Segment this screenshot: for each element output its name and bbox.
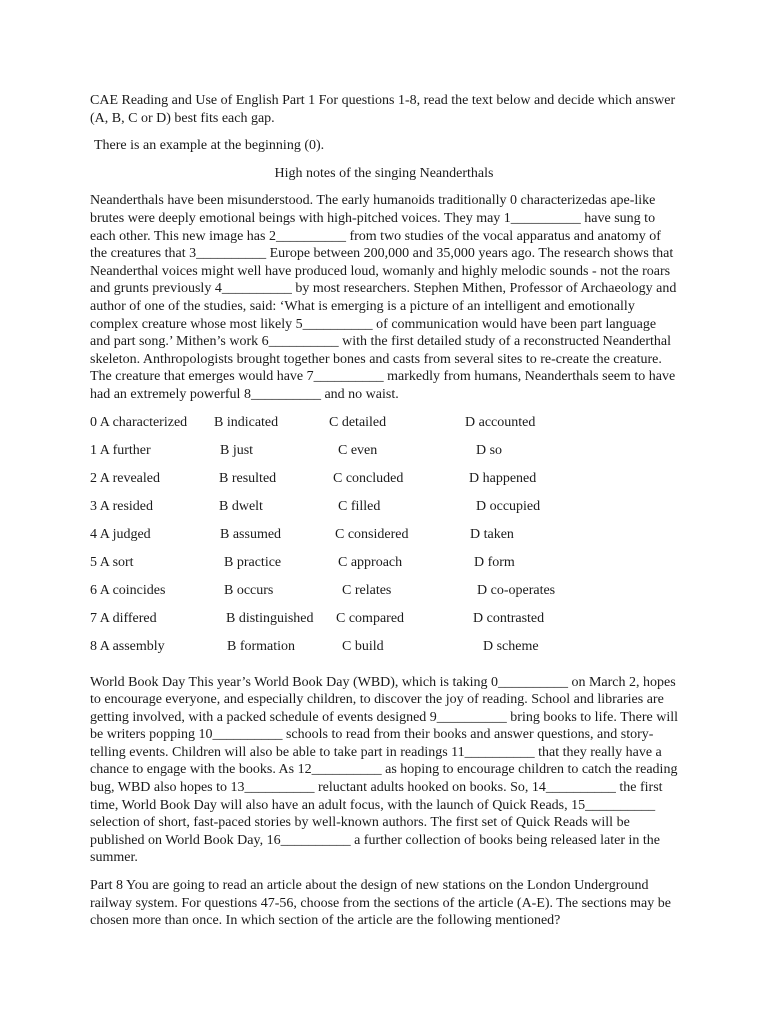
passage-neanderthals: Neanderthals have been misunderstood. The early humanoids traditionally 0 characterizedas ape-like brutes were deeply emotional beings with high-pitched voices. They may 1__________ have sung to each other. This new image has 2__________ from two studies of the vocal apparatus and anatomy of the creatures that 3__________ Europe between 200,000 and 35,000 years ago. The research shows that Neanderthal voices might well have produced loud, womanly and highly melodic sounds - not the roars and grunts previously 4__________ by most researchers. Stephen Mithen, Professor of Archaeology and author of one of the studies, said: ‘What is emerging is a picture of an intelligent and emotionally complex creature whose most likely 5__________ of communication would have been part language and part song.’ Mithen’s work 6__________ with the first detailed study of a reconstructed Neanderthal skeleton. Anthropologists brought together bones and casts from several sites to re-create the creature. The creature that emerges would have 7__________ markedly from humans, Neanderthals seem to have had an extremely powerful 8__________ and no waist. — [90, 193, 677, 402]
option-0-b: B indicated — [214, 414, 279, 430]
passage-world-book-day: World Book Day This year’s World Book Day (WBD), which is taking 0__________ on March 2, hopes to encourage everyone, and especially children, to discover the joy of reading. School and libraries are getting involved, with a packed schedule of events designed 9__________ bring books to life. There will be writers popping 10__________ schools to read from their books and answer questions, and story-telling events. Children will also be able to take part in readings 11__________ that they really have a chance to engage with the books. As 12__________ as hoping to encourage children to catch the reading bug, WBD also hopes to 13__________ reluctant adults hooked on books. So, 14__________ the first time, World Book Day will also have an adult focus, with the launch of Quick Reads, 15__________ selection of short, fast-paced stories by well-known authors. The first set of Quick Reads will be published on World Book Day, 16__________ a further collection of books being released later in the summer. — [90, 674, 679, 866]
part8-instructions: Part 8 You are going to read an article about the design of new stations on the London Underground railway system. For questions 47-56, choose from the sections of the article (A-E). The sections may be chosen more than once. In which section of the article are the following mentioned? — [90, 878, 671, 929]
option-3-d: D occupied — [476, 498, 541, 514]
option-row-4 — [90, 526, 678, 554]
option-row-5 — [90, 554, 678, 582]
option-5-c: C approach — [338, 554, 403, 570]
task-instructions: CAE Reading and Use of English Part 1 For questions 1-8, read the text below and decide which answer (A, B, C or D) best fits each gap. — [90, 93, 676, 126]
option-2-d: D happened — [469, 470, 537, 486]
passage-title: High notes of the singing Neanderthals — [274, 165, 494, 181]
option-2-a: 2 A revealed — [90, 470, 160, 486]
option-row-2 — [90, 470, 678, 498]
option-5-b: B practice — [224, 554, 282, 570]
option-row-8 — [90, 638, 678, 666]
option-2-b: B resulted — [219, 470, 277, 486]
option-0-d: D accounted — [465, 414, 536, 430]
option-6-c: C relates — [342, 582, 392, 598]
option-8-b: B formation — [227, 638, 296, 654]
option-5-d: D form — [474, 554, 515, 570]
option-row-3 — [90, 498, 678, 526]
option-1-a: 1 A further — [90, 442, 151, 458]
option-4-c: C considered — [335, 526, 409, 542]
option-1-c: C even — [338, 442, 378, 458]
example-note: There is an example at the beginning (0). — [94, 138, 325, 154]
option-7-d: D contrasted — [473, 610, 545, 626]
option-7-c: C compared — [336, 610, 405, 626]
option-6-d: D co-operates — [477, 582, 556, 598]
option-8-a: 8 A assembly — [90, 638, 165, 654]
option-4-a: 4 A judged — [90, 526, 151, 542]
option-7-b: B distinguished — [226, 610, 314, 626]
option-row-1 — [90, 442, 678, 470]
option-row-0 — [90, 414, 678, 442]
option-1-b: B just — [220, 442, 254, 458]
option-3-b: B dwelt — [219, 498, 263, 514]
option-2-c: C concluded — [333, 470, 404, 486]
option-3-a: 3 A resided — [90, 498, 153, 514]
option-7-a: 7 A differed — [90, 610, 157, 626]
option-row-6 — [90, 582, 678, 610]
option-0-c: C detailed — [329, 414, 387, 430]
option-5-a: 5 A sort — [90, 554, 134, 570]
option-1-d: D so — [476, 442, 503, 458]
option-3-c: C filled — [338, 498, 381, 514]
option-8-d: D scheme — [483, 638, 539, 654]
option-6-b: B occurs — [224, 582, 274, 598]
answer-options — [90, 414, 678, 666]
option-4-b: B assumed — [220, 526, 282, 542]
option-6-a: 6 A coincides — [90, 582, 166, 598]
option-4-d: D taken — [470, 526, 514, 542]
option-8-c: C build — [342, 638, 384, 654]
option-row-7 — [90, 610, 678, 638]
option-0-a: 0 A characterized — [90, 414, 188, 430]
